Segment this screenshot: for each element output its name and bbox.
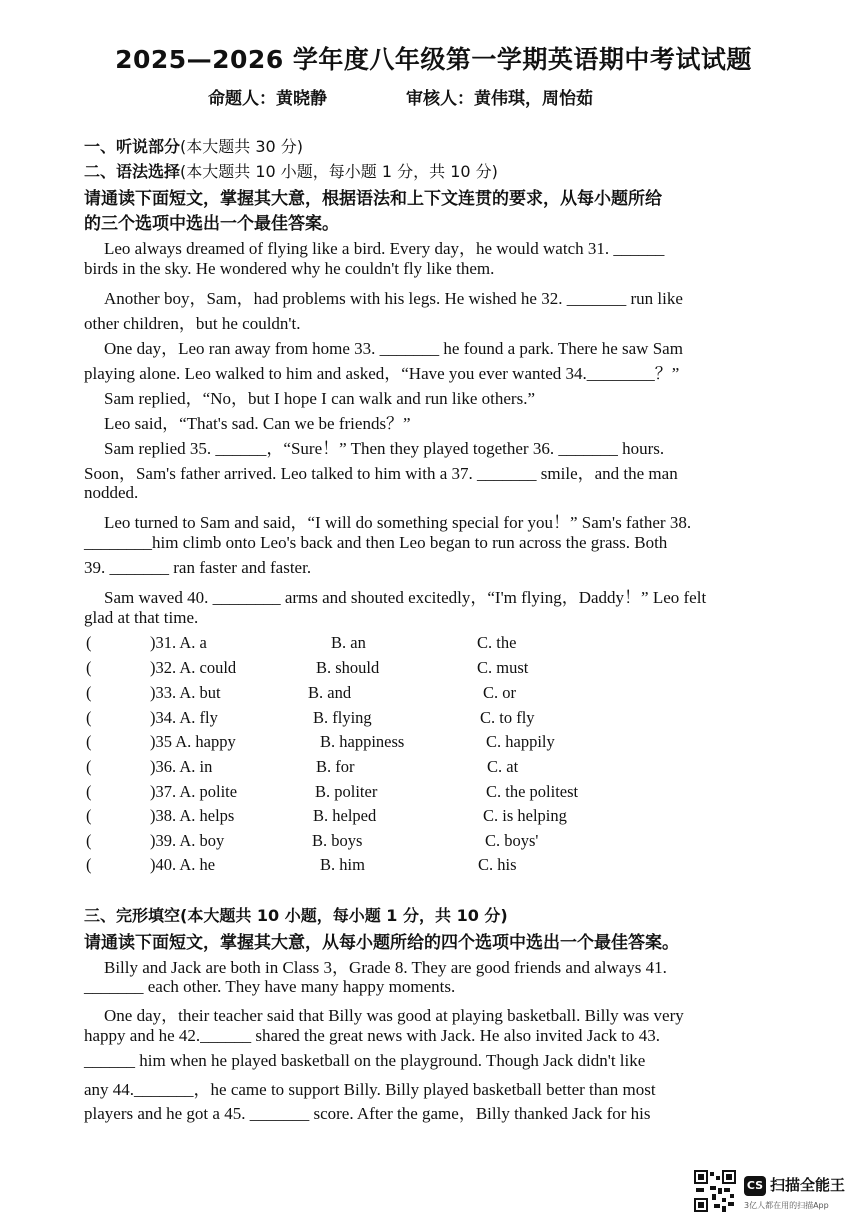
passage-line: Another boy，Sam，had problems with his legs. He wished he 32. _______ run like bbox=[104, 289, 683, 308]
option-b: B. for bbox=[316, 757, 355, 776]
option-a: )38. A. helps bbox=[150, 806, 235, 825]
option-b: B. flying bbox=[313, 708, 372, 727]
answer-paren[interactable]: ( bbox=[86, 658, 92, 677]
passage-line: any 44._______，he came to support Billy. Billy played basketball better than most bbox=[84, 1080, 656, 1099]
section3-heading: 三、完形填空(本大题共 10 小题，每小题 1 分，共 10 分) bbox=[84, 906, 508, 925]
answer-paren[interactable]: ( bbox=[86, 831, 92, 850]
option-a: )31. A. a bbox=[150, 633, 207, 652]
passage-line: players and he got a 45. _______ score. After the game，Billy thanked Jack for his bbox=[84, 1104, 651, 1123]
option-b: B. happiness bbox=[320, 732, 405, 751]
option-c: C. his bbox=[478, 855, 517, 874]
option-c: C. happily bbox=[486, 732, 555, 751]
answer-paren[interactable]: ( bbox=[86, 633, 92, 652]
option-a: )37. A. polite bbox=[150, 782, 238, 801]
passage-line: 39. _______ ran faster and faster. bbox=[84, 558, 312, 577]
answer-paren[interactable]: ( bbox=[86, 806, 92, 825]
passage-line: Soon，Sam's father arrived. Leo talked to him with a 37. _______ smile，and the man bbox=[84, 464, 678, 483]
option-c: C. boys' bbox=[485, 831, 539, 850]
answer-paren[interactable]: ( bbox=[86, 855, 92, 874]
passage-line: ______ him when he played basketball on the playground. Though Jack didn't like bbox=[84, 1051, 646, 1070]
option-a: )36. A. in bbox=[150, 757, 213, 776]
passage-line: Billy and Jack are both in Class 3，Grade 8. They are good friends and always 41. bbox=[104, 958, 667, 977]
section1-heading: 一、听说部分(本大题共 30 分) bbox=[84, 137, 304, 156]
section2-instruction-line: 请通读下面短文，掌握其大意，根据语法和上下文连贯的要求，从每小题所给 bbox=[84, 189, 662, 209]
answer-paren[interactable]: ( bbox=[86, 757, 92, 776]
answer-paren[interactable]: ( bbox=[86, 683, 92, 702]
author-line: 命题人：黄晓静 bbox=[208, 89, 327, 109]
option-a: )34. A. fly bbox=[150, 708, 218, 727]
qr-code-icon bbox=[694, 1170, 736, 1212]
scanner-watermark bbox=[694, 1170, 854, 1214]
option-b: B. and bbox=[308, 683, 352, 702]
option-c: C. must bbox=[477, 658, 529, 677]
option-a: )35 A. happy bbox=[150, 732, 236, 751]
option-a: )32. A. could bbox=[150, 658, 237, 677]
option-c: C. is helping bbox=[483, 806, 567, 825]
exam-title: 2025—2026 学年度八年级第一学期英语期中考试试题 bbox=[115, 45, 752, 74]
passage-line: Sam replied 35. ______，“Sure！” Then they played together 36. _______ hours. bbox=[104, 439, 665, 458]
reviewer-line: 审核人：黄伟琪，周怡茹 bbox=[406, 89, 593, 109]
answer-paren[interactable]: ( bbox=[86, 732, 92, 751]
passage-line: ________him climb onto Leo's back and then Leo began to run across the grass. Both bbox=[84, 533, 668, 552]
option-b: B. him bbox=[320, 855, 365, 874]
section3-instruction: 请通读下面短文，掌握其大意，从每小题所给的四个选项中选出一个最佳答案。 bbox=[84, 933, 679, 953]
camscanner-logo-icon: CS bbox=[744, 1176, 766, 1196]
passage-line: One day，their teacher said that Billy was good at playing basketball. Billy was very bbox=[104, 1006, 684, 1025]
option-b: B. boys bbox=[312, 831, 363, 850]
passage-line: other children，but he couldn't. bbox=[84, 314, 301, 333]
passage-line: nodded. bbox=[84, 483, 139, 502]
passage-line: Leo turned to Sam and said，“I will do something special for you！” Sam's father 38. bbox=[104, 513, 692, 532]
passage-line: happy and he 42.______ shared the great news with Jack. He also invited Jack to 43. bbox=[84, 1026, 660, 1045]
option-b: B. helped bbox=[313, 806, 377, 825]
passage-line: Leo always dreamed of flying like a bird. Every day，he would watch 31. ______ bbox=[104, 239, 665, 258]
passage-line: Sam replied，“No，but I hope I can walk and run like others.” bbox=[104, 389, 536, 408]
option-a: )33. A. but bbox=[150, 683, 221, 702]
answer-paren[interactable]: ( bbox=[86, 782, 92, 801]
option-c: C. or bbox=[483, 683, 516, 702]
option-c: C. the politest bbox=[486, 782, 579, 801]
option-b: B. an bbox=[331, 633, 366, 652]
option-c: C. to fly bbox=[480, 708, 535, 727]
option-c: C. at bbox=[487, 757, 519, 776]
passage-line: playing alone. Leo walked to him and asked，“Have you ever wanted 34.________？” bbox=[84, 364, 680, 383]
option-a: )40. A. he bbox=[150, 855, 216, 874]
option-b: B. politer bbox=[315, 782, 378, 801]
section2-heading: 二、语法选择(本大题共 10 小题，每小题 1 分，共 10 分) bbox=[84, 162, 498, 181]
option-b: B. should bbox=[316, 658, 380, 677]
passage-line: One day，Leo ran away from home 33. _______ he found a park. There he saw Sam bbox=[104, 339, 683, 358]
answer-paren[interactable]: ( bbox=[86, 708, 92, 727]
passage-line: _______ each other. They have many happy moments. bbox=[84, 977, 456, 996]
brand-name: 扫描全能王 bbox=[770, 1176, 846, 1194]
passage-line: Leo said，“That's sad. Can we be friends？” bbox=[104, 414, 411, 433]
section2-instruction-line: 的三个选项中选出一个最佳答案。 bbox=[84, 214, 339, 234]
brand-tagline: 3亿人都在用的扫描App bbox=[744, 1201, 829, 1210]
option-a: )39. A. boy bbox=[150, 831, 225, 850]
option-c: C. the bbox=[477, 633, 517, 652]
passage-line: Sam waved 40. ________ arms and shouted excitedly，“I'm flying，Daddy！” Leo felt bbox=[104, 588, 707, 607]
passage-line: birds in the sky. He wondered why he couldn't fly like them. bbox=[84, 259, 495, 278]
passage-line: glad at that time. bbox=[84, 608, 199, 627]
